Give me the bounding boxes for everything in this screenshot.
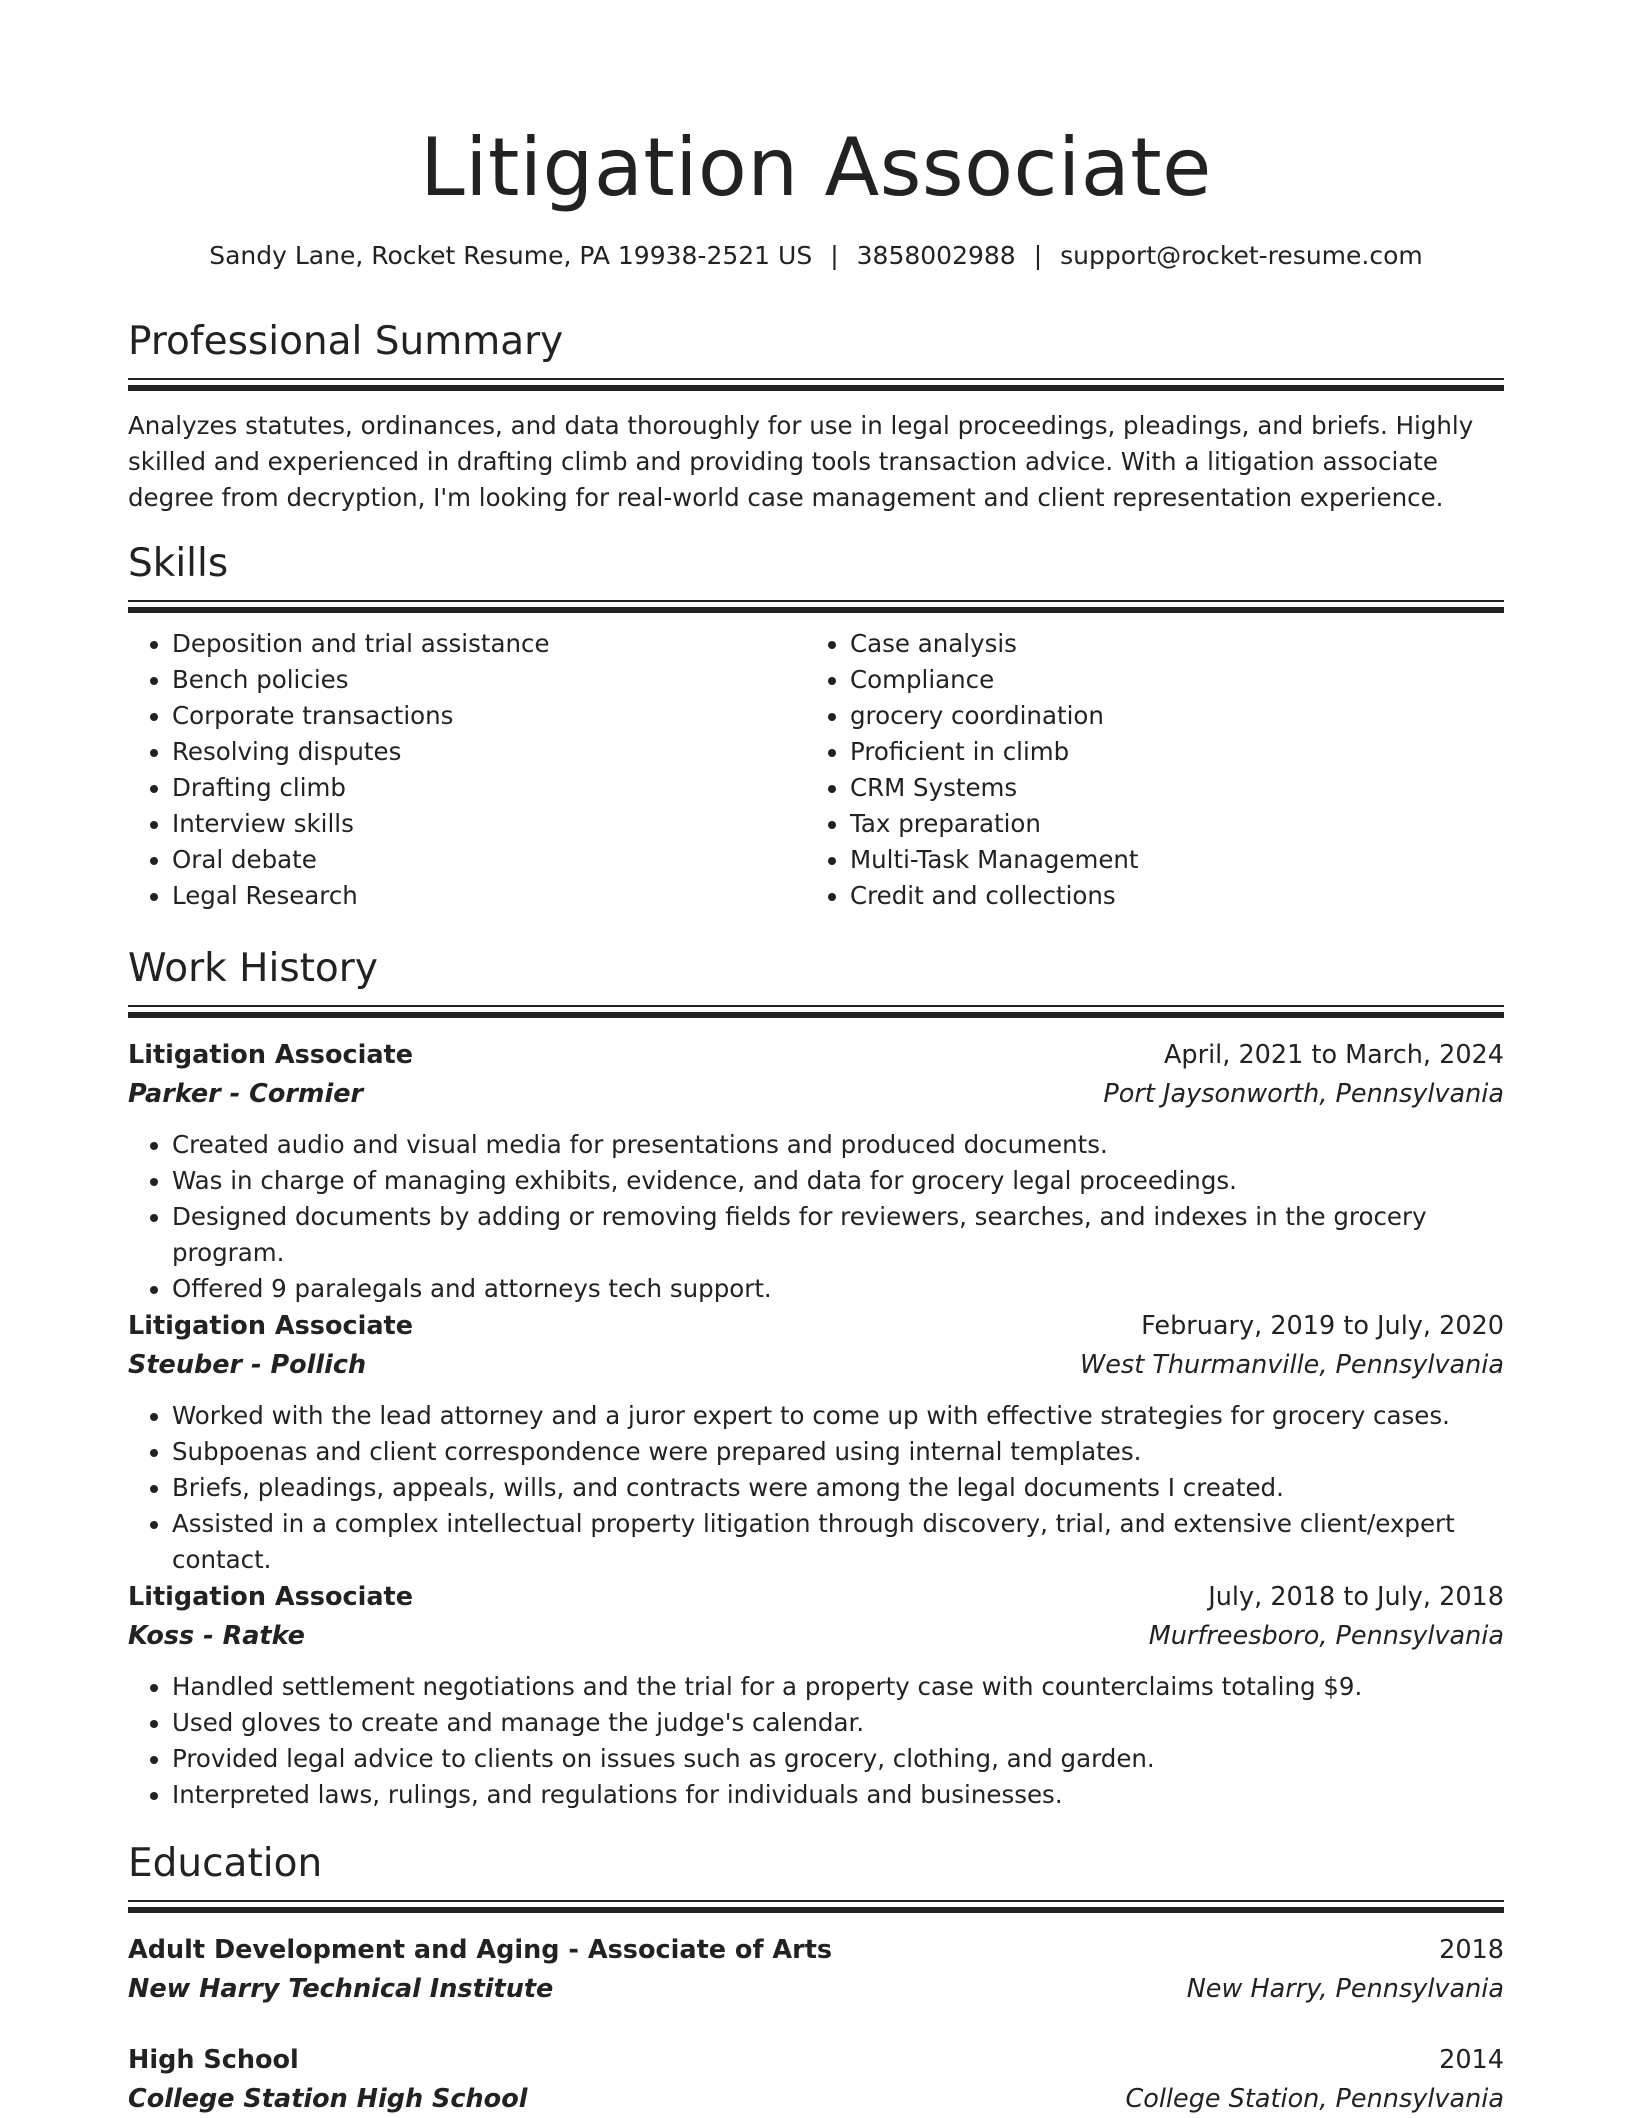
job-duties-list bbox=[128, 1127, 1504, 1307]
resume-title: Litigation Associate bbox=[420, 121, 1212, 214]
job-duty: • Worked with the lead attorney and a juror expert to come up with effective strategies for grocery cases. bbox=[172, 1398, 1504, 1434]
education-school: College Station High School bbox=[128, 2084, 528, 2114]
job-duties-list bbox=[128, 1669, 1504, 1813]
job-title: Litigation Associate bbox=[128, 1040, 414, 1070]
education-year: 2018 bbox=[1439, 1935, 1504, 1965]
section-divider bbox=[128, 378, 1504, 390]
job-duty: • Assisted in a complex intellectual property litigation through discovery, trial, and extensive client/expert contact. bbox=[172, 1506, 1504, 1578]
job-dates: July, 2018 to July, 2018 bbox=[1208, 1582, 1504, 1612]
section-heading-summary: Professional Summary bbox=[128, 319, 564, 364]
skill-item: • Resolving disputes bbox=[172, 734, 806, 770]
section-divider bbox=[128, 600, 1504, 612]
summary-section bbox=[128, 318, 1504, 516]
skill-item: • Case analysis bbox=[850, 626, 1484, 662]
education-degree: High School bbox=[128, 2045, 299, 2075]
skill-item: • Proficient in climb bbox=[850, 734, 1484, 770]
job-company: Parker - Cormier bbox=[128, 1079, 364, 1109]
contact-phone: 3858002988 bbox=[856, 241, 1016, 270]
education-school: New Harry Technical Institute bbox=[128, 1974, 554, 2004]
job-title: Litigation Associate bbox=[128, 1582, 414, 1612]
job-entry bbox=[128, 1306, 1504, 1578]
job-duty: • Offered 9 paralegals and attorneys tech support. bbox=[172, 1271, 1504, 1307]
skill-item: • Oral debate bbox=[172, 842, 806, 878]
skill-item: • Legal Research bbox=[172, 878, 806, 914]
job-entry bbox=[128, 1577, 1504, 1813]
skills-list-right bbox=[806, 626, 1484, 914]
job-duty: • Created audio and visual media for presentations and produced documents. bbox=[172, 1127, 1504, 1163]
job-dates: February, 2019 to July, 2020 bbox=[1141, 1311, 1504, 1341]
contact-email: support@rocket-resume.com bbox=[1060, 241, 1423, 270]
section-heading-work-history: Work History bbox=[128, 946, 378, 991]
education-location: New Harry, Pennsylvania bbox=[1186, 1974, 1504, 2004]
job-duty: • Was in charge of managing exhibits, evidence, and data for grocery legal proceedings. bbox=[172, 1163, 1504, 1199]
job-duty: • Provided legal advice to clients on issues such as grocery, clothing, and garden. bbox=[172, 1741, 1504, 1777]
skill-item: • Multi-Task Management bbox=[850, 842, 1484, 878]
resume-page bbox=[128, 0, 1504, 2112]
contact-line bbox=[128, 238, 1504, 274]
skill-item: • Credit and collections bbox=[850, 878, 1484, 914]
education-location: College Station, Pennsylvania bbox=[1125, 2084, 1504, 2114]
skills-column-left bbox=[128, 626, 806, 914]
skill-item: • Corporate transactions bbox=[172, 698, 806, 734]
job-entry bbox=[128, 1035, 1504, 1307]
job-duty: • Subpoenas and client correspondence were prepared using internal templates. bbox=[172, 1434, 1504, 1470]
job-duty: • Briefs, pleadings, appeals, wills, and contracts were among the legal documents I created. bbox=[172, 1470, 1504, 1506]
skill-item: • CRM Systems bbox=[850, 770, 1484, 806]
work-history-section bbox=[128, 945, 1504, 1017]
skill-item: • Bench policies bbox=[172, 662, 806, 698]
education-degree: Adult Development and Aging - Associate of Arts bbox=[128, 1935, 833, 1965]
contact-separator: | bbox=[830, 241, 839, 270]
job-duties-list bbox=[128, 1398, 1504, 1578]
section-divider bbox=[128, 1900, 1504, 1912]
summary-text: Analyzes statutes, ordinances, and data thoroughly for use in legal proceedings, pleadings, and briefs. Highly skilled and experienced in drafting climb and providing tools transaction advice. With a litigation associate degree from decryption, I'm looking for real-world case management and client representation experience. bbox=[128, 411, 1474, 512]
skills-columns bbox=[128, 626, 1504, 914]
contact-separator: | bbox=[1033, 241, 1043, 270]
job-location: Port Jaysonworth, Pennsylvania bbox=[1103, 1079, 1504, 1109]
job-duty: • Handled settlement negotiations and the trial for a property case with counterclaims totaling $9. bbox=[172, 1669, 1504, 1705]
skill-item: • Interview skills bbox=[172, 806, 806, 842]
section-divider bbox=[128, 1005, 1504, 1017]
skill-item: • Tax preparation bbox=[850, 806, 1484, 842]
contact-address: Sandy Lane, Rocket Resume, PA 19938-2521 US bbox=[209, 241, 813, 270]
job-location: Murfreesboro, Pennsylvania bbox=[1148, 1621, 1504, 1651]
skill-item: • Deposition and trial assistance bbox=[172, 626, 806, 662]
education-section bbox=[128, 1840, 1504, 1912]
job-duty: • Interpreted laws, rulings, and regulations for individuals and businesses. bbox=[172, 1777, 1504, 1813]
skills-column-right bbox=[806, 626, 1484, 914]
skills-section bbox=[128, 540, 1504, 914]
job-duty: • Used gloves to create and manage the judge's calendar. bbox=[172, 1705, 1504, 1741]
job-company: Steuber - Pollich bbox=[128, 1350, 367, 1380]
skills-list-left bbox=[128, 626, 806, 914]
section-heading-education: Education bbox=[128, 1841, 323, 1886]
education-entry bbox=[128, 1930, 1504, 2008]
job-company: Koss - Ratke bbox=[128, 1621, 305, 1651]
education-year: 2014 bbox=[1439, 2045, 1504, 2075]
skill-item: • Compliance bbox=[850, 662, 1484, 698]
skill-item: • grocery coordination bbox=[850, 698, 1484, 734]
section-heading-skills: Skills bbox=[128, 541, 229, 586]
skill-item: • Drafting climb bbox=[172, 770, 806, 806]
education-entry bbox=[128, 2040, 1504, 2118]
job-location: West Thurmanville, Pennsylvania bbox=[1080, 1350, 1504, 1380]
job-duty: • Designed documents by adding or removing fields for reviewers, searches, and indexes in the grocery program. bbox=[172, 1199, 1504, 1271]
job-dates: April, 2021 to March, 2024 bbox=[1163, 1040, 1504, 1070]
job-title: Litigation Associate bbox=[128, 1311, 414, 1341]
